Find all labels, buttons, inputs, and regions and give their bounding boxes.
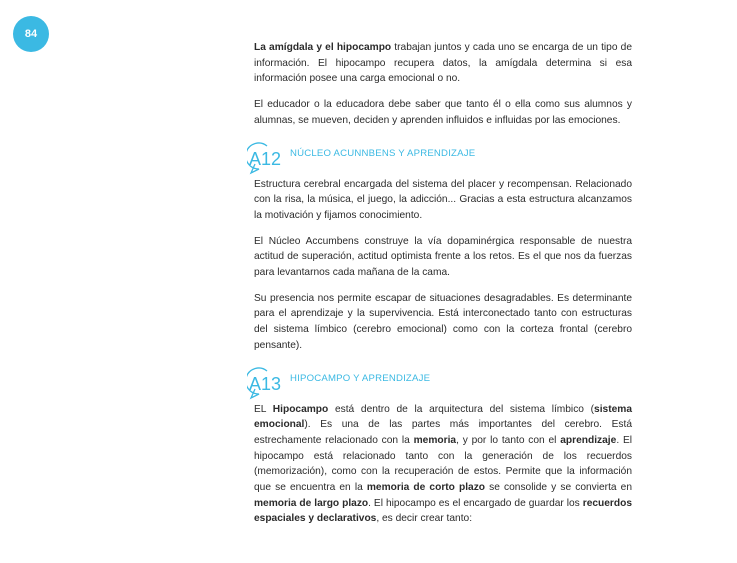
section-a12-heading bbox=[249, 140, 632, 176]
a13-bold-memoria: memoria bbox=[413, 434, 457, 446]
a12-paragraph-2: El Núcleo Accumbens construye la vía dopaminérgica responsable de nuestra actitud de superación, actitud optimista frente a los retos. Es el que nos da fuerzas para levantarnos cada mañana de la cama. bbox=[254, 235, 632, 279]
a13-text-5: . El hipocampo está relacionado tanto con la generación de los recuerdos (memorización), como con la recuperación de estos. Permite que la información que se encuentra en la bbox=[254, 434, 632, 494]
intro-paragraph-1 bbox=[254, 40, 632, 87]
a13-text-3: ). Es una de las partes más importantes del cerebro. Está estrechamente relacionado con la bbox=[254, 419, 632, 446]
a13-text-7: . El hipocampo es el encargado de guardar los bbox=[368, 497, 583, 509]
a13-bold-recuerdos: recuerdos espaciales y declarativos bbox=[254, 497, 632, 525]
speech-bubble-outline-icon bbox=[247, 140, 291, 176]
a13-bold-aprendizaje: aprendizaje bbox=[560, 434, 617, 446]
a13-text-6: se consolide y se convierta en bbox=[485, 482, 633, 494]
a12-paragraph-3: Su presencia nos permite escapar de situaciones desagradables. Es determinante para el aprendizaje y la supervivencia. Está interconectado tanto con estructuras del sistema límbico (cerebro emocional) como con la corteza frontal (cerebro pensante). bbox=[254, 292, 632, 351]
a13-text-4: , y por lo tanto con el bbox=[456, 434, 561, 446]
section-a12-code: A12 bbox=[249, 148, 282, 169]
a13-bold-hipocampo: Hipocampo bbox=[272, 403, 329, 415]
a13-text-2: está dentro de la arquitectura del sistema límbico ( bbox=[328, 403, 595, 415]
a13-bold-memoria-corto-plazo: memoria de corto plazo bbox=[366, 482, 486, 494]
section-a13-title: HIPOCAMPO Y APRENDIZAJE bbox=[290, 372, 431, 384]
a13-paragraph-1 bbox=[254, 402, 632, 528]
section-a12-title: NÚCLEO ACUNNBENS Y APRENDIZAJE bbox=[290, 147, 476, 159]
a13-bold-sistema-emocional: sistema emocional bbox=[254, 403, 632, 431]
a13-text-1: EL bbox=[254, 403, 273, 415]
speech-bubble-outline-icon bbox=[247, 365, 291, 401]
section-a13-heading bbox=[249, 365, 632, 401]
intro-paragraph-1-text: trabajan juntos y cada uno se encarga de un tipo de información. El hipocampo recupera datos, la amígdala determina si esa información posee una carga emocional o no. bbox=[254, 42, 632, 85]
a13-text-8: , es decir crear tanto: bbox=[376, 513, 473, 525]
a13-bold-memoria-largo-plazo: memoria de largo plazo bbox=[254, 497, 369, 509]
section-a13-code: A13 bbox=[249, 373, 282, 394]
intro-paragraph-2: El educador o la educadora debe saber que tanto él o ella como sus alumnos y alumnas, se mueven, deciden y aprenden influidos e influidas por las emociones. bbox=[254, 99, 632, 126]
a12-paragraph-1: Estructura cerebral encargada del sistema del placer y recompensan. Relacionado con la risa, la música, el juego, la adicción... Gracias a esta estructura alcanzamos la motivación y fijamos conocimiento. bbox=[254, 178, 632, 221]
amygdala-hippocampus-bold: La amígdala y el hipocampo bbox=[254, 42, 392, 53]
page-number-badge: 84 bbox=[13, 16, 49, 52]
main-text-column bbox=[249, 40, 633, 537]
